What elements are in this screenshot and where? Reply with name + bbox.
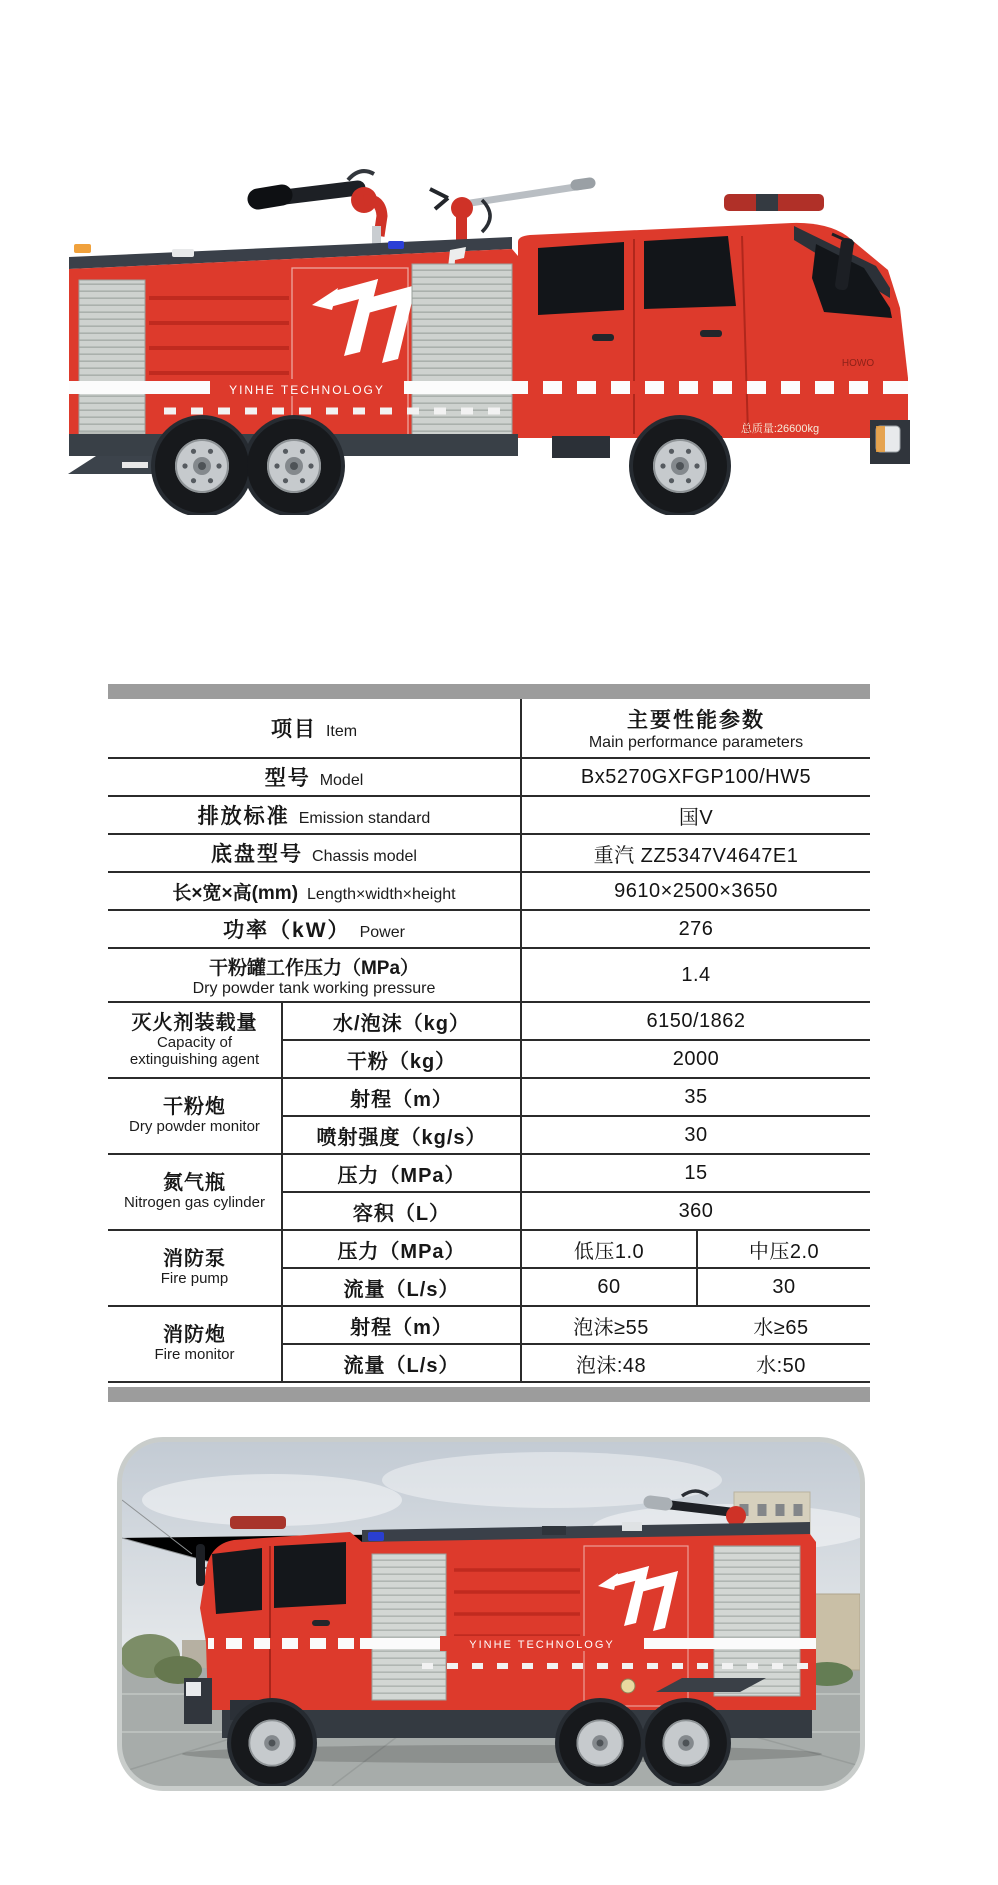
- pump-mid-pressure: 中压2.0: [697, 1230, 870, 1268]
- brand-text: YINHE TECHNOLOGY: [229, 383, 385, 397]
- table-top-bar: [108, 684, 870, 699]
- mirror-icon: [196, 1544, 205, 1586]
- header-item-zh: 项目: [270, 718, 317, 741]
- row-model: 型号 Model Bx5270GXFGP100/HW5: [108, 758, 870, 796]
- side-photo-frame: [117, 1437, 865, 1791]
- monitor-range-foam: 泡沫≥55: [573, 1316, 649, 1339]
- header-item-en: Item: [325, 723, 358, 740]
- spec-table: [108, 699, 870, 1383]
- row-tank-pressure: 干粉罐工作压力（MPa） Dry powder tank working pressure 1.4: [108, 948, 870, 1002]
- cab-window-rear: [538, 242, 624, 315]
- table-header-row: [108, 699, 870, 758]
- row-pump-pressure: 消防泵 Fire pump 压力（MPa） 低压1.0 中压2.0: [108, 1230, 870, 1268]
- header-params-cell: [521, 699, 870, 758]
- chassis-value: 重汽 ZZ5347V4647E1: [521, 834, 870, 872]
- header-params-zh: 主要性能参数: [627, 709, 765, 733]
- water-foam-value: 6150/1862: [521, 1002, 870, 1040]
- header-item-cell: [108, 699, 521, 758]
- group-fire-monitor: 消防炮 Fire monitor: [108, 1306, 282, 1382]
- table-bottom-bar: [108, 1387, 870, 1402]
- row-pump-flow: 流量（L/s） 60 30: [108, 1268, 870, 1306]
- powder-value: 2000: [521, 1040, 870, 1078]
- row-monitor-flow: 流量（L/s） 泡沫:48 水:50: [108, 1344, 870, 1382]
- fire-truck-side-photo: [122, 1442, 860, 1786]
- monitor-flow-foam: 泡沫:48: [575, 1354, 647, 1377]
- roller-shutter-mid: [412, 264, 512, 446]
- row-emission: 排放标准 Emission standard 国V: [108, 796, 870, 834]
- spec-table-section: [108, 684, 870, 1402]
- tank-pressure-value: 1.4: [521, 948, 870, 1002]
- group-nitrogen: 氮气瓶 Nitrogen gas cylinder: [108, 1154, 282, 1230]
- fire-truck-product-photo: [52, 138, 912, 515]
- row-powder-monitor-range: 干粉炮 Dry powder monitor 射程（m） 35: [108, 1078, 870, 1116]
- light-bar-icon: [230, 1516, 286, 1529]
- gross-weight-text: 总质量:26600kg: [740, 423, 820, 435]
- row-power: 功率（kW） Power 276: [108, 910, 870, 948]
- row-dimensions: 长×宽×高(mm) Length×width×height 9610×2500×3650: [108, 872, 870, 910]
- brand-text: YINHE TECHNOLOGY: [469, 1639, 615, 1651]
- amber-beacon-icon: [74, 244, 91, 253]
- headlight-icon: [186, 1682, 201, 1696]
- blue-lamp-icon: [388, 241, 404, 249]
- row-monitor-range: 消防炮 Fire monitor 射程（m） 泡沫≥55 水≥65: [108, 1306, 870, 1344]
- blue-lamp-icon: [368, 1532, 384, 1541]
- group-powder-monitor: 干粉炮 Dry powder monitor: [108, 1078, 282, 1154]
- roof-monitor-right-icon: [430, 183, 590, 242]
- row-nitrogen-pressure: 氮气瓶 Nitrogen gas cylinder 压力（MPa） 15: [108, 1154, 870, 1192]
- pump-low-pressure: 低压1.0: [521, 1230, 697, 1268]
- dimensions-value: 9610×2500×3650: [521, 872, 870, 910]
- monitor-range-water: 水≥65: [753, 1316, 809, 1339]
- row-powder-monitor-rate: 喷射强度（kg/s） 30: [108, 1116, 870, 1154]
- header-params-en: Main performance parameters: [588, 734, 804, 752]
- roller-shutter-rear: [714, 1546, 800, 1696]
- power-value: 276: [521, 910, 870, 948]
- roof-monitor-left-icon: [258, 171, 382, 252]
- emission-value: 国V: [521, 796, 870, 834]
- roller-shutter-rear: [79, 280, 145, 442]
- cab: [518, 194, 910, 464]
- windshield: [212, 1548, 262, 1614]
- monitor-flow-water: 水:50: [756, 1354, 806, 1377]
- model-value: Bx5270GXFGP100/HW5: [521, 758, 870, 796]
- row-nitrogen-volume: 容积（L） 360: [108, 1192, 870, 1230]
- howo-badge: HOWO: [841, 358, 875, 369]
- group-agent: 灭火剂装载量 Capacity of extinguishing agent: [108, 1002, 282, 1078]
- cab-window: [274, 1542, 346, 1608]
- row-agent-powder: 干粉（kg） 2000: [108, 1040, 870, 1078]
- cab-window-front: [644, 236, 736, 309]
- roller-shutter-front: [372, 1554, 446, 1700]
- row-agent-water-foam: 灭火剂装载量 Capacity of extinguishing agent 水/泡沫（kg） 6150/1862: [108, 1002, 870, 1040]
- row-chassis: 底盘型号 Chassis model 重汽 ZZ5347V4647E1: [108, 834, 870, 872]
- group-fire-pump: 消防泵 Fire pump: [108, 1230, 282, 1306]
